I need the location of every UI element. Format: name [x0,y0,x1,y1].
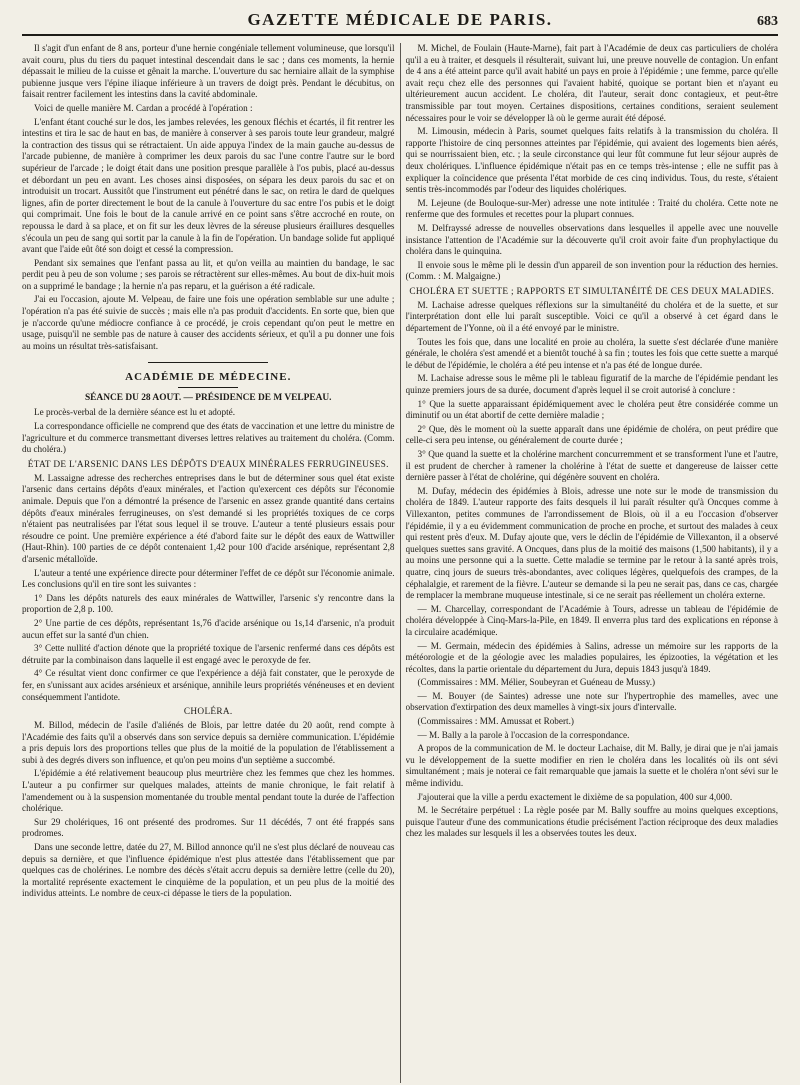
paragraph: 1° Que la suette apparaissant épidémiquement avec le choléra peut être considérée comme un diminutif ou un état abortif de cette dernière maladie ; [405,398,778,421]
paragraph: M. Lachaise adresse quelques réflexions sur la simultanéité du choléra et de la suette, et sur l'interprétation dont elle lui paraît susceptible. Voici ce qu'il a observé à cet égard dans le département de l'Yonne, où il a été envoyé par le ministre. [405,299,778,334]
paragraph: L'épidémie a été relativement beaucoup plus meurtrière chez les femmes que chez les hommes. L'auteur a pu confirmer sur quelques malades, atteints de manie chronique, le fait relatif à l'amendement ou à la suspension momentanée du trouble mental pendant toute la durée de l'affection cholérique. [22,768,395,814]
paragraph: A propos de la communication de M. le docteur Lachaise, dit M. Bally, je dirai que je n'ai jamais vu le développement de la suette modifier en rien le choléra dans les localités où ils ont sévi simultanément ; mais je noterai ce fait remarquable que jamais la suette et le choléra n'ont sévi sur le même individu. [405,743,778,789]
section-title: ACADÉMIE DE MÉDECINE. [125,371,292,384]
paragraph: Voici de quelle manière M. Cardan a procédé à l'opération : [34,102,253,113]
right-column [406,43,779,1083]
paragraph: La correspondance officielle ne comprend que des états de vaccination et une lettre du ministre de l'agriculture et du commerce transmettant diverses lettres relatives au traitement du choléra. (Comm. du choléra.) [22,421,395,455]
paragraph: 2° Une partie de ces dépôts, représentant 1s,76 d'acide arsénique ou 1s,14 d'arsenic, n'a produit aucun effet sur la santé d'un chien. [22,617,395,640]
paragraph: — M. Bouyer (de Saintes) adresse une note sur l'hypertrophie des mamelles, avec une observation d'extirpation des deux mamelles à vingt-six jours d'intervalle. [405,690,778,713]
paragraph: M. Limousin, médecin à Paris, soumet quelques faits relatifs à la transmission du choléra. Il rapporte l'histoire de cinq personnes atteintes par l'épidémie, qui avaient des logements bien aérés, qui se nourrissaient bien, etc. ; la seule circonstance qui leur fût commune fut leur séjour auprès de deux cholériques. L'influence épidémique n'était pas en ce temps très-intense ; elle ne suffit pas à expliquer la coïncidence que présenta l'état morbide de ces cinq individus. Tous, du reste, s'étaient sentis très-incommodés par l'odeur des liquides cholériques. [405,126,778,195]
paragraph: 1° Dans les dépôts naturels des eaux minérales de Wattwiller, l'arsenic s'y rencontre dans la proportion de 2,8 p. 100. [22,592,395,615]
paragraph: Le procès-verbal de la dernière séance est lu et adopté. [34,407,235,418]
section-divider [148,362,268,363]
paragraph: — M. Germain, médecin des épidémies à Salins, adresse un mémoire sur les rapports de la météorologie et de la géologie avec les maladies populaires, les épizooties, la végétation et les récoltes, dans la partie orientale du département du Jura, depuis 1843 jusqu'à 1849. [405,640,778,674]
paragraph: 2° Que, dès le moment où la suette apparaît dans une épidémie de choléra, on peut prédire que celle-ci sera peu intense, ou généralement de courte durée ; [405,423,778,446]
session-heading: SÉANCE DU 28 AOUT. — PRÉSIDENCE DE M VELPEAU. [84,393,332,404]
paragraph: Dans une seconde lettre, datée du 27, M. Billod annonce qu'il ne s'est plus déclaré de nouveau cas depuis sa dernière, et que l'influence épidémique n'est plus attestée dans l'établissement que par quelques cas de cholérines. Le nombre des décès s'était accru depuis sa dernière lettre (celle du 20), la mortalité représente exactement le cinquième de la population, et un peu plus de la moitié des individus atteints. Le nombre de ceux-ci dépasse le tiers de la population. [22,842,395,899]
paragraph: 3° Cette nullité d'action dénote que la propriété toxique de l'arsenic renfermé dans ces dépôts est détruite par la combinaison dans laquelle il est engagé avec le peroxyde de fer. [22,643,395,665]
page-number: 683 [757,14,778,29]
column-rule [400,43,401,1083]
paragraph: J'ai eu l'occasion, ajoute M. Velpeau, de faire une fois une opération semblable sur une adulte ; l'opération n'a pas été suivie de succès ; mais elle n'a pas produit d'accidents. En sorte que, bien que je n'accorde qu'une médiocre confiance à ce procédé, je crois cependant qu'on peut le mettre en usage, puisqu'il ne semble pas de nature à causer des accidents sérieux, et qu'il a pu donner une fois au moins un résultat très-satisfaisant. [22,294,395,351]
paragraph: M. Lejeune (de Bouloque-sur-Mer) adresse une note intitulée : Traité du choléra. Cette note ne renferme que des formules et recettes pour la plupart connues. [405,197,778,220]
paragraph: Il s'agit d'un enfant de 8 ans, porteur d'une hernie congéniale tellement volumineuse, que lorsqu'il avait couru, plus du tiers du paquet intestinal descendait dans le sac ; dans ces moments, la hernie dépassait le milieu de la cuisse et gênait la marche. L'ouverture du sac herniaire allait de la symphise pubienne jusque vers l'épine iliaque inférieure à un travers de doigt près. Pendant le décubitus, on faisait rentrer facilement les intestins dans la cavité abdominale. [22,43,395,100]
paragraph: M. Lassaigne adresse des recherches entreprises dans le but de déterminer sous quel état existe l'arsenic dans certains dépôts d'eaux minérales, et l'action qu'exercent ces dépôts sur l'économie animale. Depuis que l'on a démontré la présence de l'arsenic en assez grande quantité dans certains dépôts d'eaux minérales ferrugineuses, on s'est demandé si les propriétés toxiques de ce corps n'étaient pas neutralisées par l'état sous lequel il se trouve. L'auteur a tenté plusieurs essais pour résoudre ce point. Une première expérience a été d'abord faite sur le dépôt des eaux de Wattwiller (Haut-Rhin). 100 parties de ce dépôt contenaient 1,42 pour 100 d'acide arsénique, représentant 2,8 d'arsenic métalloïde. [22,472,395,564]
paragraph: Sur 29 cholériques, 16 ont présenté des prodromes. Sur 11 décédés, 7 ont été frappés sans prodromes. [22,816,395,839]
divider [178,387,238,388]
paragraph: M. Lachaise adresse sous le même pli le tableau figuratif de la marche de l'épidémie pendant les quinze premiers jours de sa durée, document d'après lequel il se croit autorisé à conclure : [405,373,778,396]
paragraph: (Commissaires : MM. Amussat et Robert.) [417,716,574,727]
paragraph: L'enfant étant couché sur le dos, les jambes relevées, les genoux fléchis et écartés, il fit rentrer les intestins et tira le sac de haut en bas, de manière à conserver à ses parois toute leur grandeur, malgré la contraction des tissus qui se rétractaient. Un aide appuya l'index de la main gauche au-dessus de l'arcade pubienne, de manière à comprimer les deux parois du sac l'une contre l'autre sur le bord supérieur de l'arcade ; le doigt était dans une position presque parallèle à l'os pubis, placé au-dessus et débordant un peu en avant. Les choses ainsi disposées, on sépara les deux parois du sac et on introduisit un trocart. Aussitôt que l'instrument eut pénétré dans le sac, on retira le dard de quelques lignes, afin de porter directement le bout de la canule à l'ouverture du sac entre l'os pubis et le doigt qui comprimait. Une fois le bout de la canule arrivé en ce point sans s'être accroché en route, on repoussa le dard à sa place, et on fit sur les deux lèvres de la séreuse plusieurs éraillures desquelles s'écoula un peu de sang qui sortit par la canule à la fin de l'opération. Un bandage solide fut appliqué avant que l'aide eût ôté son doigt et cessé la compression. [22,116,395,255]
paragraph: M. Michel, de Foulain (Haute-Marne), fait part à l'Académie de deux cas particuliers de choléra qu'il a eu à traiter, et desquels il résulterait, suivant lui, une preuve nouvelle de contagion. Un enfant de 4 ans a été atteint parce qu'il avait habité un pays en proie à l'épidémie ; une femme, parce qu'elle avait reçu chez elle des personnes qui l'avaient habité, quoique se portant bien et n'ayant eu ultérieurement aucun accident. Le choléra, dit l'auteur, serait donc contagieux, et peut-être transmissible par tout moyen. Certaines dispositions, certaines conditions, seraient seulement nécessaires pour le voir se développer là où le germe aurait été déposé. [405,43,778,123]
paragraph: Il envoie sous le même pli le dessin d'un appareil de son invention pour la réduction des hernies. (Comm. : M. Malgaigne.) [405,259,778,282]
paragraph: M. Delfrayssé adresse de nouvelles observations dans lesquelles il appelle avec une nouvelle insistance l'attention de l'Académie sur la découverte qu'il croit avoir faite d'un prophylactique du choléra dans le quinquina. [405,222,778,257]
paragraph: 4° Ce résultat vient donc confirmer ce que l'expérience a déjà fait constater, que le peroxyde de fer, en s'unissant aux acides arsénieux et arsénique, annihile leurs propriétés vénéneuses et en devient conséquemment l'antidote. [22,668,395,702]
paragraph: Toutes les fois que, dans une localité en proie au choléra, la suette s'est déclarée d'une manière générale, le choléra s'est amendé et a bientôt touché à sa fin ; toutes les fois que cette suette a marqué le début de l'épidémie, le choléra a été peu intense et n'a pas été de longue durée. [405,336,778,370]
paragraph: M. Dufay, médecin des épidémies à Blois, adresse une note sur le mode de transmission du choléra de 1849. L'auteur rapporte des faits desquels il lui paraît résulter qu'à Oncques comme à Villexanton, petites communes de l'arrondissement de Blois, où il a eu l'occasion d'observer l'épidémie, il y a eu évidemment communication de proche en proche, et surtout des malades à ceux qui restent près d'eux. M. Dufay ajoute que, vers le déclin de l'épidémie de Villexanton, il a observé quelques suettes sans gravité. A Oncques, dans plus de la moitié des maisons (1,500 habitants), il y a au moins une personne qui a la suette. Cette maladie se termine par le retour à la santé après trois, quatre, cinq jours de sueurs très-abondantes, avec coliques légères, quelquefois des crampes, de la céphalalgie, et rarement de la fièvre. L'auteur se demande si la peu ne serait pas, dans ce cas, chargée de remplacer la membrane muqueuse intestinale, si ce ne serait pas réellement un choléra externe. [405,485,778,601]
subsection-heading: CHOLÉRA. [183,707,233,718]
paragraph: M. Billod, médecin de l'asile d'aliénés de Blois, par lettre datée du 20 août, rend compte à l'Académie des faits qu'il a observés dans son service depuis sa dernière communication. L'épidémie a pris depuis lors des proportions telles que plus de la moitié de la population de l'établissement a subi à des degrés divers son influence, et qu'on peu moins d'un septième a succombé. [22,720,395,765]
left-column [22,43,395,1083]
paragraph: Pendant six semaines que l'enfant passa au lit, et qu'on veilla au maintien du bandage, le sac perdit peu à peu de son volume ; ses parois se rétractèrent sur elles-mêmes. Au bout de dix-huit mois on a supprimé le bandage ; la hernie n'a pas reparu, et la guérison a été radicale. [22,257,395,291]
paragraph: J'ajouterai que la ville a perdu exactement le dixième de sa population, 400 sur 4,000. [417,791,733,802]
columns [22,43,778,1083]
paragraph: 3° Que quand la suette et la cholérine marchent concurremment et se transforment l'une et l'autre, il est prudent de chercher à ramener la cholérine à l'état de suette et dangereuse de laisser cette dernière passer à l'état de cholérine, qui dégénère souvent en choléra. [405,449,778,483]
subsection-heading: CHOLÉRA ET SUETTE ; RAPPORTS ET SIMULTANÉITÉ DE CES DEUX MALADIES. [409,286,775,297]
paragraph: — M. Bally a la parole à l'occasion de la correspondance. [417,729,630,740]
paragraph: (Commissaires : MM. Mélier, Soubeyran et Guéneau de Mussy.) [417,677,656,688]
paragraph: M. le Secrétaire perpétuel : La règle posée par M. Bally souffre au moins quelques exceptions, puisque l'auteur d'une des communications étudie précisément l'action réciproque des deux maladies chez les malades sur lesquels il les a observées toutes les deux. [405,805,778,839]
page-header [22,10,778,36]
paragraph: L'auteur a tenté une expérience directe pour déterminer l'effet de ce dépôt sur l'économie animale. Les conclusions qu'il en tire sont les suivantes : [22,567,395,590]
journal-title: GAZETTE MÉDICALE DE PARIS. [247,10,553,29]
paragraph: — M. Charcellay, correspondant de l'Académie à Tours, adresse un tableau de l'épidémie de choléra développée à Cinq-Mars-la-Pile, en 1849. Il enverra plus tard des explications en réponse à la circulaire académique. [405,603,778,637]
subsection-heading: ÉTAT DE L'ARSENIC DANS LES DÉPÔTS D'EAUX MINÉRALES FERRUGINEUSES. [27,459,389,470]
